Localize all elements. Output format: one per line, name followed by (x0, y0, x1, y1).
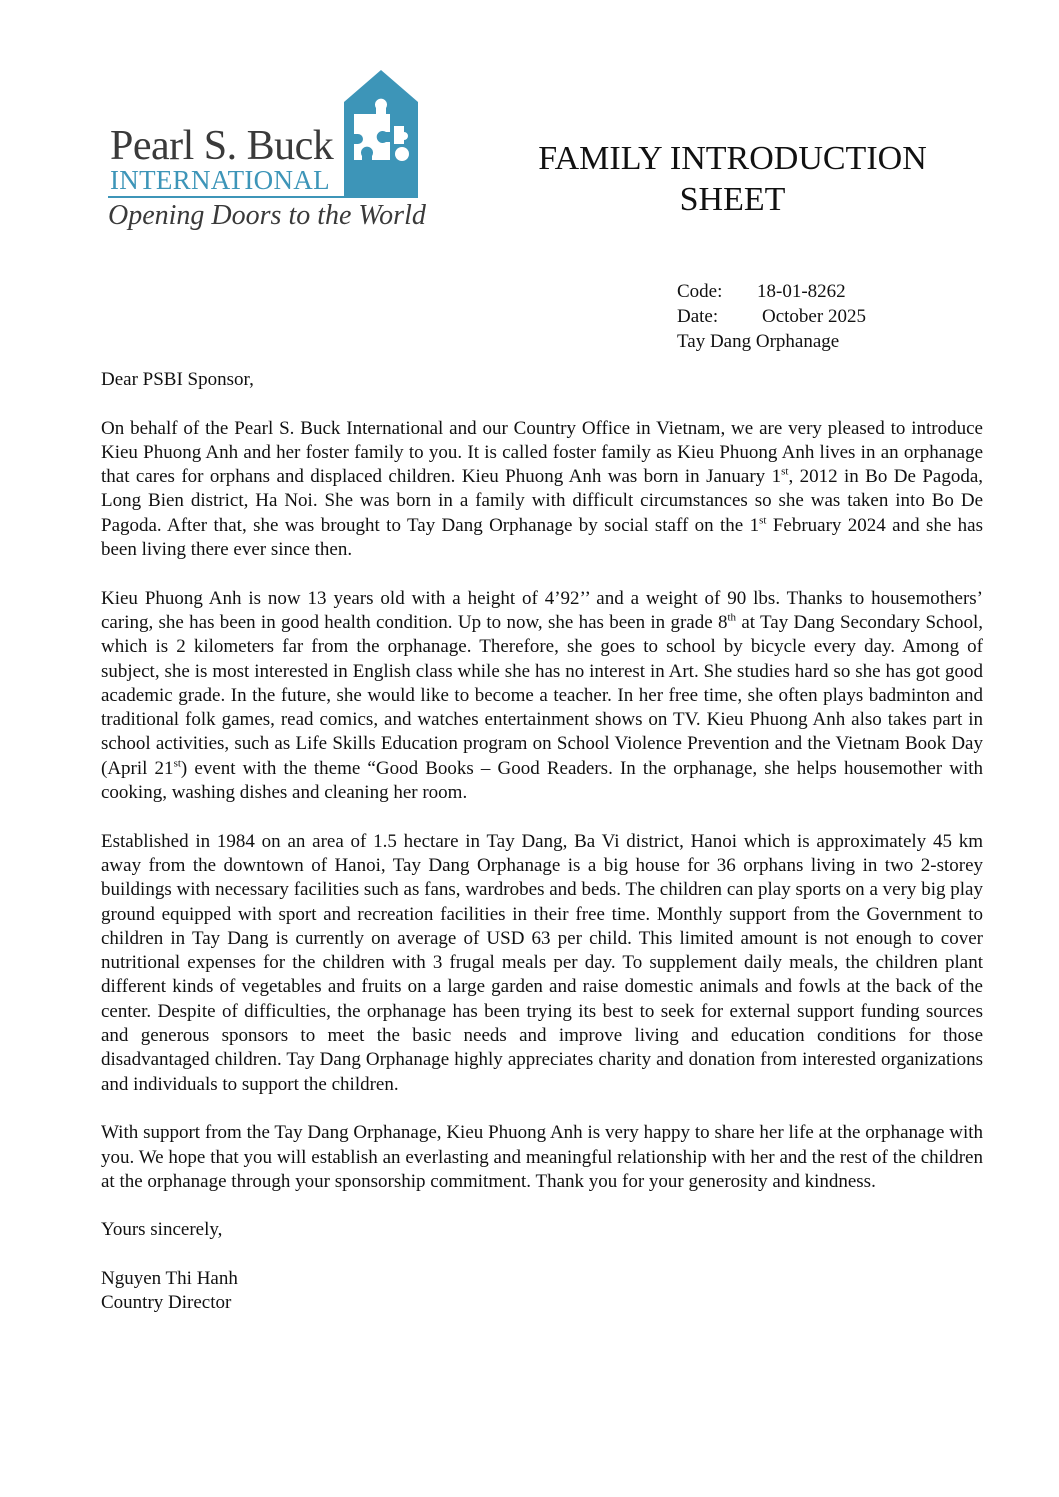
document-meta (677, 279, 866, 354)
date-row (677, 304, 866, 329)
salutation: Dear PSBI Sponsor, (101, 369, 254, 390)
page-title (505, 138, 960, 220)
logo-international: INTERNATIONAL (110, 165, 330, 195)
signer-title: Country Director (101, 1292, 232, 1314)
date-value: October 2025 (762, 306, 866, 327)
signature-block (101, 1267, 983, 1316)
signer-name: Nguyen Thi Hanh (101, 1267, 238, 1289)
paragraph-introduction: On behalf of the Pearl S. Buck International and our Country Office in Vietnam, we are very pleased to introduce Kieu Phuong Anh and her foster family to you. It is called foster family as Kieu Phuong Anh lives in an orphanage that cares for orphans and displaced children. Kieu Phuong Anh was born in January 1st, 2012 in Bo De Pagoda, Long Bien district, Ha Noi. She was born in a family with difficult circumstances so she was taken into Bo De Pagoda. After that, she was brought to Tay Dang Orphanage by social staff on the 1st February 2024 and she has been living there ever since then. (101, 417, 983, 561)
date-label: Date: (677, 306, 719, 327)
logo-name: Pearl S. Buck (110, 123, 334, 169)
paragraph-closing: With support from the Tay Dang Orphanage, Kieu Phuong Anh is very happy to share her life at the orphanage with you. We hope that you will establish an everlasting and meaningful relationship with her and the rest of the children at the orphanage through your sponsorship commitment. Thank you for your generosity and kindness. (101, 1122, 983, 1192)
paragraph-orphanage: Established in 1984 on an area of 1.5 hectare in Tay Dang, Ba Vi district, Hanoi which is approximately 45 km away from the downtown of Hanoi, Tay Dang Orphanage is a big house for 36 orphans living in two 2-storey buildings with necessary facilities such as fans, wardrobes and beds. The children can play sports on a very big play ground equipped with sport and recreation facilities in their free time. Monthly support from the Government to children in Tay Dang is currently on average of USD 63 per child. This limited amount is not enough to cover nutritional expenses for the children with 3 frugal meals per day. To supplement daily meals, the children plant different kinds of vegetables and fruits on a large garden and raise domestic animals and fowls at the back of the center. Despite of difficulties, the orphanage has been trying its best to seek for external support funding sources and generous sponsors to meet the basic needs and improve living and education conditions for those disadvantaged children. Tay Dang Orphanage highly appreciates charity and donation from interested organizations and individuals to support the children. (101, 830, 983, 1095)
house-puzzle-icon (344, 70, 418, 198)
title-line-1: FAMILY INTRODUCTION (538, 140, 927, 177)
closing-phrase: Yours sincerely, (101, 1219, 223, 1241)
logo-rule (108, 196, 346, 198)
code-label: Code: (677, 281, 723, 302)
code-value: 18-01-8262 (757, 281, 846, 302)
logo-tagline: Opening Doors to the World (108, 200, 426, 231)
letter-body (101, 368, 983, 1316)
paragraph-child-profile: Kieu Phuong Anh is now 13 years old with a height of 4’92’’ and a weight of 90 lbs. Thanks to housemothers’ caring, she has been in good health condition. Up to now, she has been in grade 8th at Tay Dang Secondary School, which is 2 kilometers far from the orphanage. Therefore, she goes to school by bicycle every day. Among of subject, she is most interested in English class while she has no interest in Art. She studies hard so she has got good academic grade. In the future, she would like to become a teacher. In her free time, she often plays badminton and traditional folk games, read comics, and watches entertainment shows on TV. Kieu Phuong Anh also takes part in school activities, such as Life Skills Education program on School Violence Prevention and the Vietnam Book Day (April 21st) event with the theme “Good Books – Good Readers. In the orphanage, she helps housemother with cooking, washing dishes and cleaning her room. (101, 587, 983, 804)
code-row (677, 279, 866, 304)
title-line-2: SHEET (679, 181, 786, 218)
organization-logo (108, 70, 426, 240)
facility-name: Tay Dang Orphanage (677, 331, 840, 352)
